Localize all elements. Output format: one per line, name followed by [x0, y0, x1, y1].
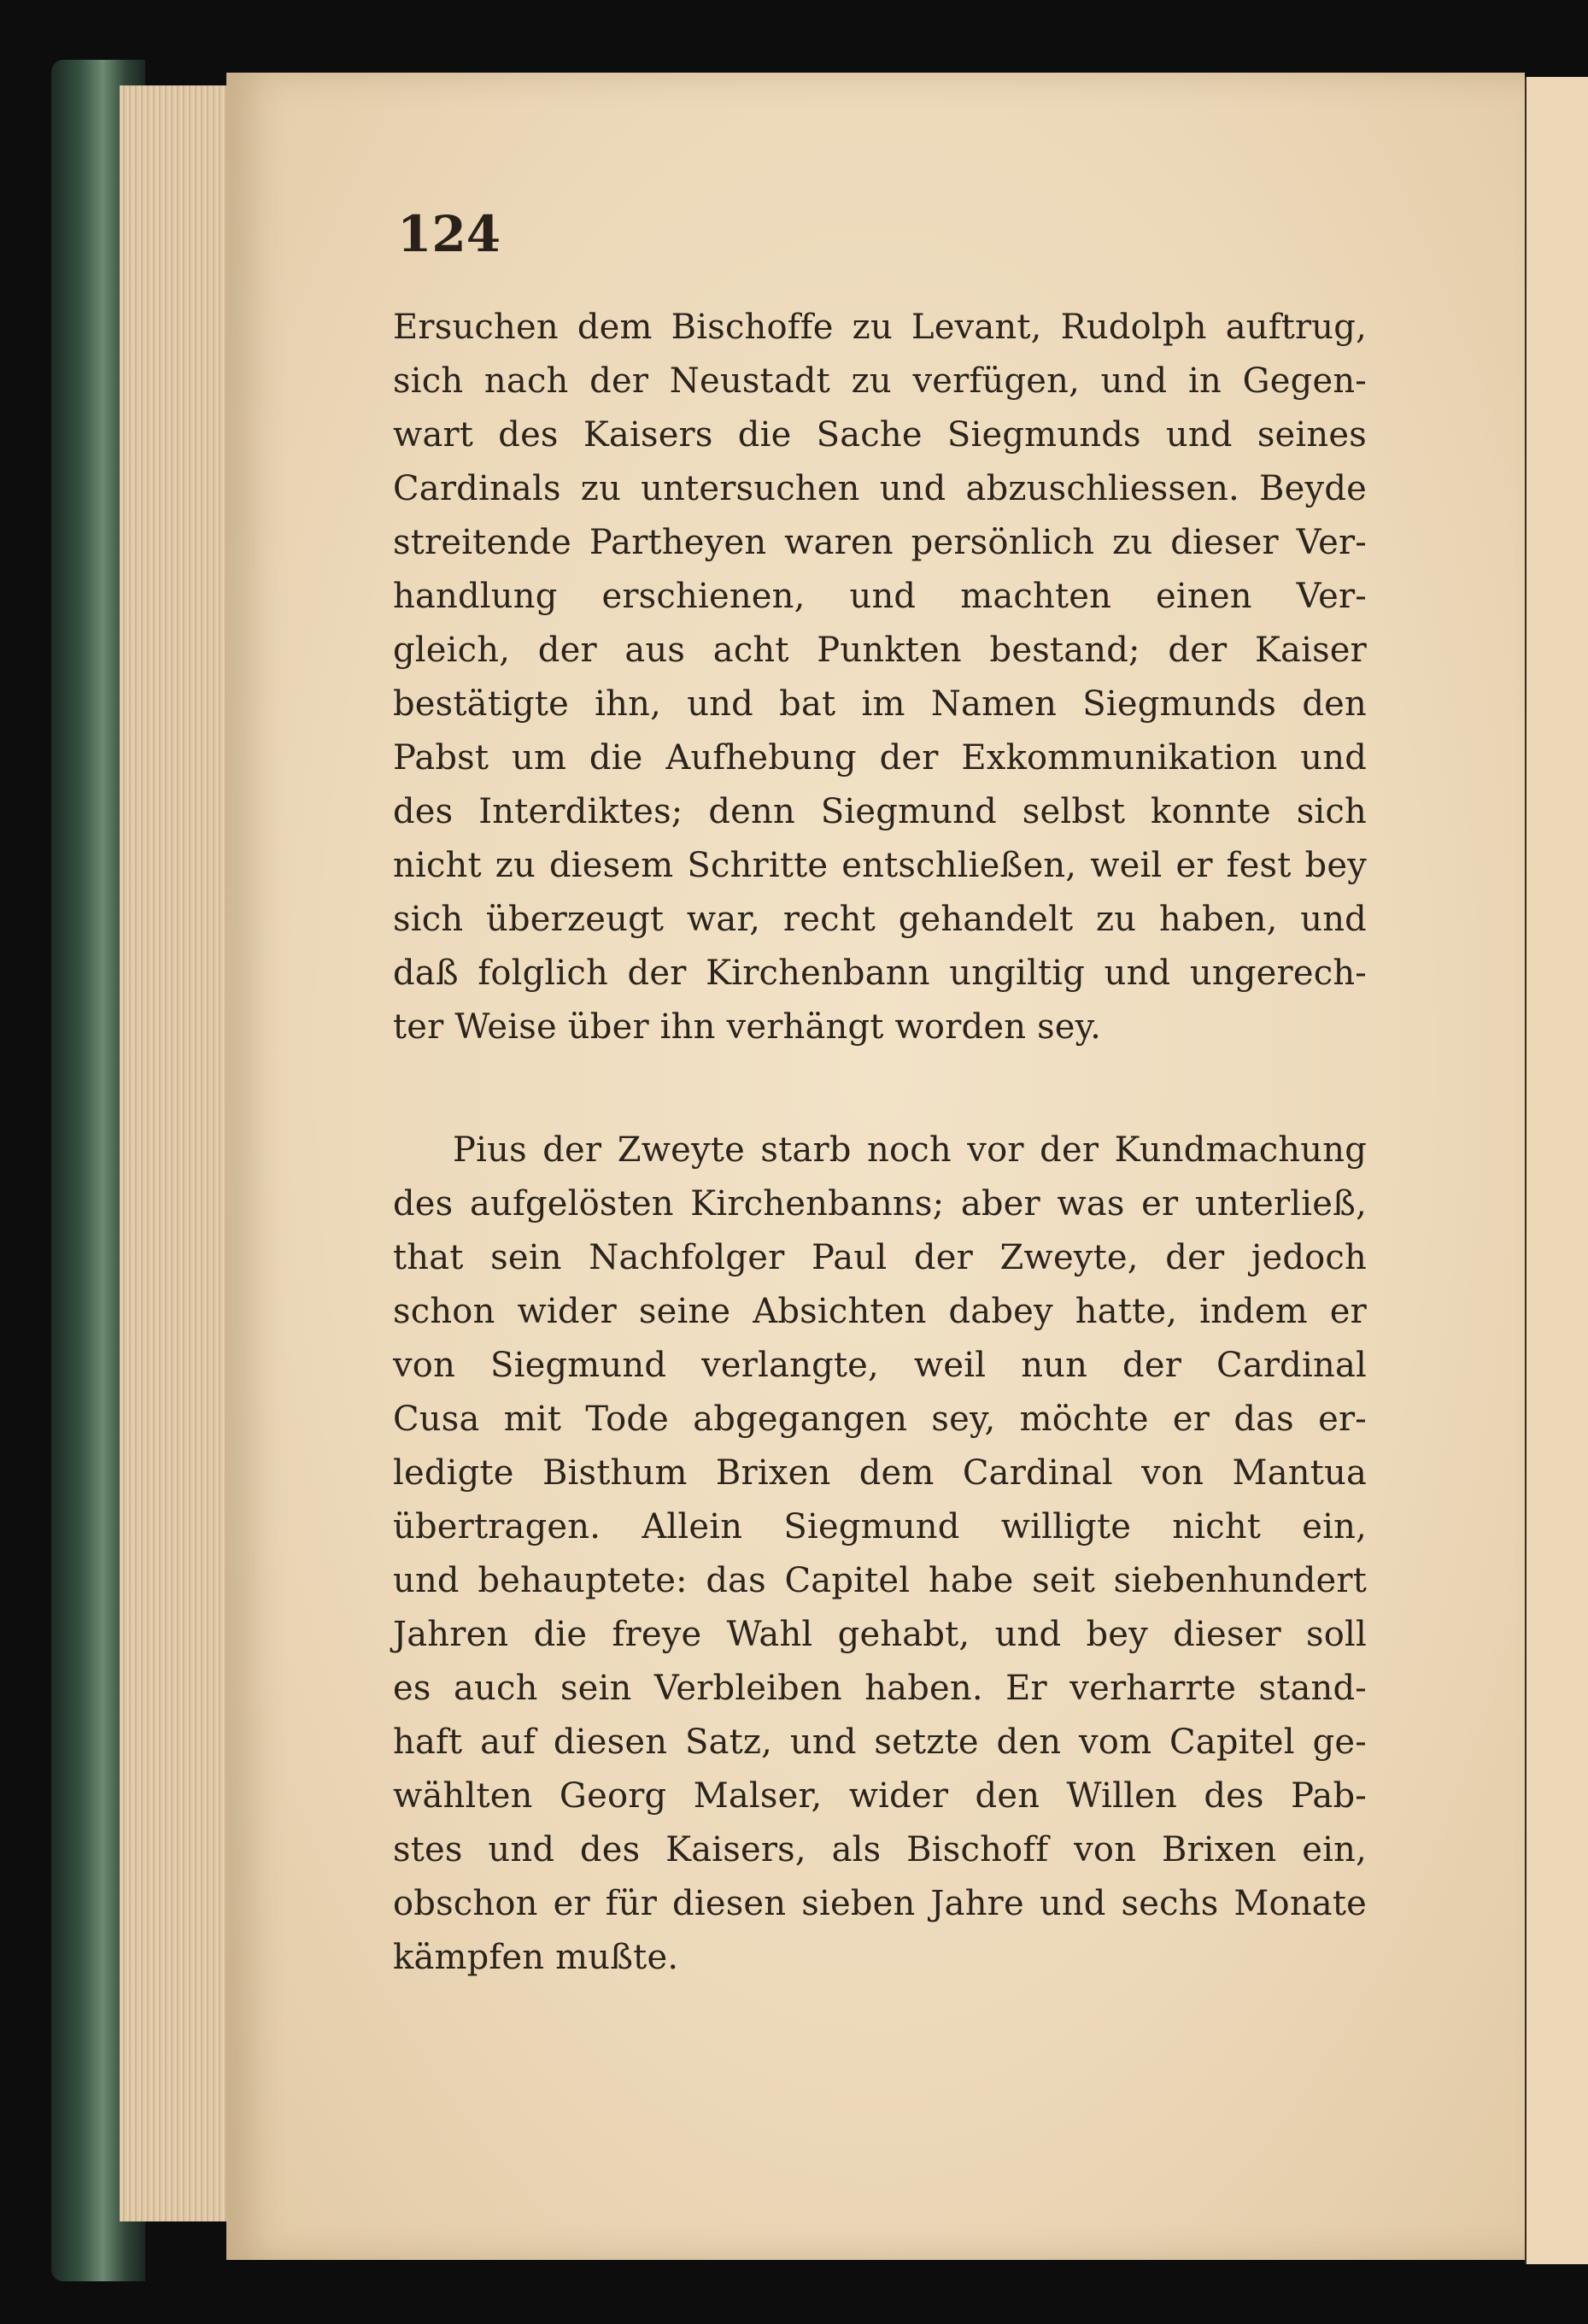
text-line: schon wider seine Absichten dabey hatte, indem er [393, 1292, 1367, 1331]
text-line: Cardinals zu untersuchen und abzuschliessen. Beyde [393, 469, 1367, 508]
text-line: that sein Nachfolger Paul der Zweyte, der jedoch [393, 1238, 1367, 1277]
text-line: ledigte Bisthum Brixen dem Cardinal von Mantua [393, 1453, 1367, 1493]
text-line: obschon er für diesen sieben Jahre und sechs Monate [393, 1884, 1367, 1923]
text-line: kämpfen mußte. [393, 1938, 679, 1977]
paragraph-2 [393, 1124, 1367, 1985]
text-line: bestätigte ihn, und bat im Namen Siegmunds den [393, 684, 1367, 724]
text-line: wart des Kaisers die Sache Siegmunds und seines [393, 415, 1367, 455]
text-line: sich überzeugt war, recht gehandelt zu haben, und [393, 900, 1367, 939]
text-line: Pius der Zweyte starb noch vor der Kundmachung [453, 1130, 1367, 1170]
paragraph-1 [393, 301, 1367, 1054]
text-line: Jahren die freye Wahl gehabt, und bey dieser soll [393, 1615, 1367, 1654]
text-line: übertragen. Allein Siegmund willigte nicht ein, [393, 1507, 1367, 1546]
text-line: Ersuchen dem Bischoffe zu Levant, Rudolph auftrug, [393, 308, 1367, 347]
facing-page-edge [1525, 77, 1588, 2264]
text-line: nicht zu diesem Schritte entschließen, weil er fest bey [393, 846, 1367, 885]
text-line: Pabst um die Aufhebung der Exkommunikation und [393, 738, 1367, 778]
text-line: es auch sein Verbleiben haben. Er verharrte stand- [393, 1669, 1367, 1708]
text-line: haft auf diesen Satz, und setzte den vom Capitel ge- [393, 1722, 1367, 1762]
text-line: und behauptete: das Capitel habe seit siebenhundert [393, 1561, 1367, 1600]
text-line: des Interdiktes; denn Siegmund selbst konnte sich [393, 792, 1367, 831]
page-edges [120, 85, 231, 2221]
text-line: sich nach der Neustadt zu verfügen, und in Gegen- [393, 361, 1367, 401]
text-line: daß folglich der Kirchenbann ungiltig und ungerech- [393, 954, 1367, 993]
text-line: des aufgelösten Kirchenbanns; aber was er unterließ, [393, 1184, 1367, 1224]
text-line: wählten Georg Malser, wider den Willen des Pab- [393, 1776, 1367, 1816]
text-line: ter Weise über ihn verhängt worden sey. [393, 1007, 1102, 1047]
text-line: streitende Partheyen waren persönlich zu dieser Ver- [393, 523, 1367, 562]
text-line: stes und des Kaisers, als Bischoff von Brixen ein, [393, 1830, 1367, 1869]
page-number: 124 [397, 205, 501, 263]
text-line: handlung erschienen, und machten einen Ver- [393, 577, 1367, 616]
text-line: Cusa mit Tode abgegangen sey, möchte er das er- [393, 1400, 1367, 1439]
text-line: gleich, der aus acht Punkten bestand; der Kaiser [393, 631, 1367, 670]
text-line: von Siegmund verlangte, weil nun der Cardinal [393, 1346, 1367, 1385]
